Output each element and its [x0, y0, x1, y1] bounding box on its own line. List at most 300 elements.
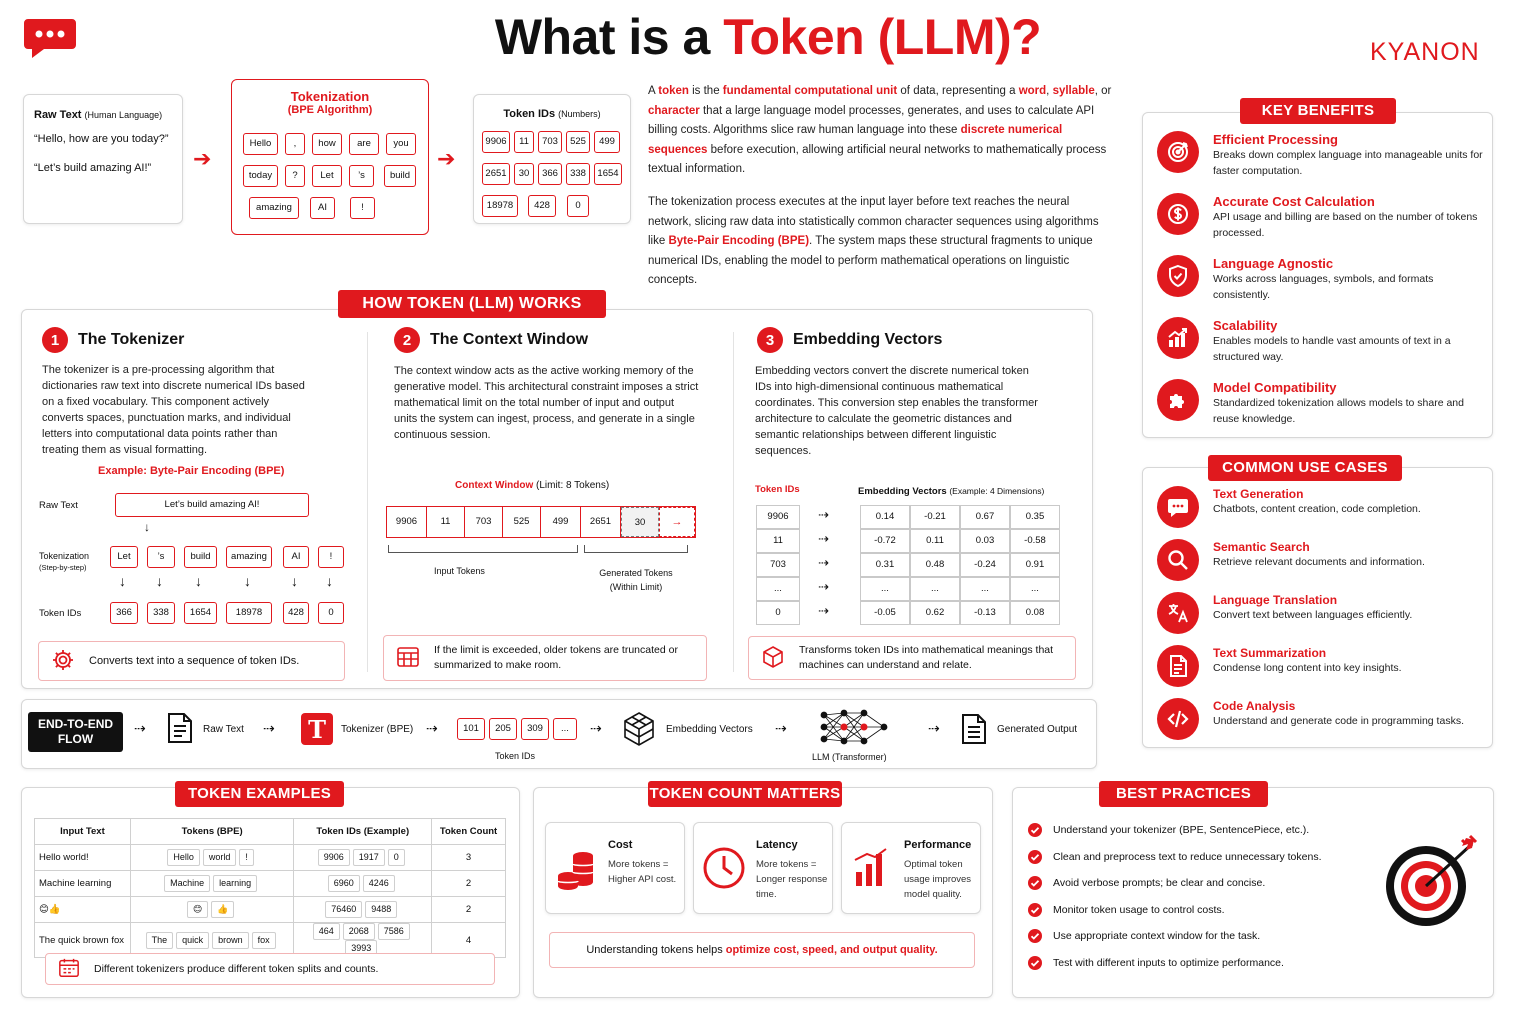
best-practice-text: Clean and preprocess text to reduce unnecessary tokens.	[1053, 850, 1322, 863]
table-header-cell: Input Text	[35, 819, 131, 845]
use-case-title: Semantic Search	[1213, 540, 1310, 554]
flow-token-id: 309	[521, 718, 549, 740]
token-id-chip: 525	[566, 131, 590, 153]
embedding-heading	[757, 327, 942, 353]
context-window-note-text: If the limit is exceeded, older tokens are truncated or summarized to make room.	[434, 644, 678, 671]
clock-icon	[702, 845, 746, 891]
context-window-label	[455, 480, 609, 491]
token-id-chip: 464	[313, 923, 340, 940]
token-id-chip: 1917	[353, 849, 385, 866]
token-chip: ’s	[147, 546, 175, 568]
embedding-value: 0.35	[1010, 505, 1060, 529]
token-count-desc: More tokens = Longer response time.	[756, 859, 828, 900]
token-chip: are	[349, 133, 379, 155]
token-id-chip: 1654	[184, 602, 217, 624]
embedding-token-id: 703	[756, 553, 800, 577]
search-icon	[1157, 539, 1199, 581]
context-token: 703	[465, 507, 503, 537]
arrow-right-icon: ➔	[437, 146, 456, 171]
token-id-chip: 2068	[343, 923, 375, 940]
token-id-chip: 703	[538, 131, 562, 153]
token-chip: AI	[310, 197, 335, 219]
token-examples-note-text: Different tokenizers produce different token splits and counts.	[94, 963, 379, 975]
use-case-text	[1213, 645, 1487, 676]
example-tokens	[130, 897, 294, 923]
token-id-chip: 3993	[345, 940, 377, 957]
token-chip: Machine	[164, 875, 210, 892]
example-input: Hello world!	[35, 845, 131, 871]
benefit-item	[1157, 131, 1487, 179]
embedding-vectors-sub: (Example: 4 Dimensions)	[949, 486, 1045, 496]
context-token: 9906	[387, 507, 427, 537]
token-id-chip: 18978	[226, 602, 272, 624]
code-icon	[1157, 698, 1199, 740]
tokenizer-note-text: Converts text into a sequence of token IDs.	[89, 655, 300, 667]
target-icon	[1157, 131, 1199, 173]
section-divider	[733, 332, 734, 672]
token-count-card	[545, 822, 685, 914]
token-count-note	[549, 932, 975, 968]
token-chip: 😊	[187, 901, 208, 918]
example-count: 3	[432, 845, 506, 871]
bpe-example-label: Example: Byte-Pair Encoding (BPE)	[98, 465, 285, 477]
embedding-value: ...	[960, 577, 1010, 601]
raw-text-sub: (Human Language)	[84, 110, 163, 120]
output-document-icon	[960, 712, 988, 746]
token-count-desc: Optimal token usage improves model quality.	[904, 859, 972, 900]
embedding-value: 0.91	[1010, 553, 1060, 577]
bar-chart-icon	[850, 845, 894, 891]
use-case-title: Text Summarization	[1213, 646, 1327, 660]
chat-icon	[1157, 486, 1199, 528]
flow-label-line-2: FLOW	[57, 732, 94, 746]
benefit-text	[1213, 379, 1487, 427]
token-chip: build	[384, 165, 416, 187]
token-id-chip: 6960	[328, 875, 360, 892]
example-input: Machine learning	[35, 871, 131, 897]
grid-calendar-icon	[396, 645, 420, 672]
benefit-item	[1157, 379, 1487, 427]
text-segment: A	[648, 85, 659, 97]
intro-paragraph-2	[648, 193, 1114, 291]
best-practice-item	[1027, 928, 1260, 944]
token-id-chip: 11	[514, 131, 534, 153]
context-window-title: The Context Window	[430, 331, 589, 348]
benefit-desc: Standardized tokenization allows models to share and reuse knowledge.	[1213, 397, 1464, 425]
token-chip: AI	[283, 546, 309, 568]
examples-grid	[34, 818, 506, 958]
use-case-desc: Convert text between languages efficiently.	[1213, 609, 1413, 621]
embedding-note	[748, 636, 1076, 680]
tokenization-card	[231, 79, 429, 235]
token-count-note-prefix: Understanding tokens helps	[586, 944, 726, 956]
raw-text-line-1: “Hello, how are you today?”	[34, 133, 169, 145]
token-chip: Hello	[243, 133, 278, 155]
embedding-value: 0.11	[910, 529, 960, 553]
token-examples-banner: TOKEN EXAMPLES	[175, 781, 344, 807]
example-count: 2	[432, 871, 506, 897]
highlighted-term: syllable	[1052, 85, 1095, 97]
token-id-chip: 338	[566, 163, 590, 185]
table-header-cell: Token Count	[432, 819, 506, 845]
context-window-heading	[394, 327, 588, 353]
token-id-chip: 7586	[378, 923, 410, 940]
generated-tokens-title: Generated Tokens	[599, 568, 673, 578]
benefit-title: Scalability	[1213, 318, 1278, 333]
best-practice-text: Monitor token usage to control costs.	[1053, 903, 1225, 916]
token-count-title: Performance	[904, 839, 972, 851]
token-chip: ,	[285, 133, 305, 155]
dollar-icon	[1157, 193, 1199, 235]
tokenizer-t-icon: T	[301, 713, 333, 745]
use-case-desc: Condense long content into key insights.	[1213, 662, 1402, 674]
arrow-right-icon: ➔	[193, 146, 212, 171]
token-chip: The	[146, 932, 174, 949]
use-case-text	[1213, 592, 1487, 623]
embedding-value: ...	[860, 577, 910, 601]
token-chip: 👍	[211, 901, 234, 918]
dashed-arrow-icon: ⇢	[134, 720, 146, 736]
document-icon	[166, 712, 194, 744]
embedding-vectors-title: Embedding Vectors	[858, 486, 947, 497]
text-segment: of data, representing a	[897, 85, 1019, 97]
token-id-chip: 499	[594, 131, 620, 153]
step-number: 3	[757, 327, 783, 353]
token-count-desc: More tokens = Higher API cost.	[608, 859, 677, 885]
dashed-arrow-icon: ⇢	[818, 507, 829, 522]
context-token: 2651	[581, 507, 621, 537]
benefit-title: Accurate Cost Calculation	[1213, 194, 1375, 209]
flow-token-id: 101	[457, 718, 485, 740]
key-benefits-banner: KEY BENEFITS	[1240, 98, 1396, 124]
embedding-value: 0.31	[860, 553, 910, 577]
end-to-end-flow-label	[28, 712, 123, 752]
embedding-value: -0.72	[860, 529, 910, 553]
token-id-chip: 338	[147, 602, 175, 624]
how-it-works-banner: HOW TOKEN (LLM) WORKS	[338, 290, 606, 318]
embedding-value: -0.05	[860, 601, 910, 625]
example-count: 4	[432, 923, 506, 958]
token-id-chip: 366	[110, 602, 138, 624]
benefit-item	[1157, 317, 1487, 365]
use-case-title: Language Translation	[1213, 593, 1338, 607]
example-tokens	[130, 871, 294, 897]
check-circle-icon	[1027, 902, 1043, 918]
token-id-chip: 76460	[325, 901, 362, 918]
best-practice-text: Use appropriate context window for the task.	[1053, 930, 1261, 942]
growth-chart-icon	[1157, 317, 1199, 359]
token-chip: brown	[212, 932, 249, 949]
section-divider	[367, 332, 368, 672]
use-case-text	[1213, 539, 1487, 570]
context-token: 525	[503, 507, 541, 537]
translate-icon	[1157, 592, 1199, 634]
highlighted-term: fundamental computational unit	[722, 85, 898, 97]
embedding-value: -0.13	[960, 601, 1010, 625]
token-chip: quick	[176, 932, 209, 949]
check-circle-icon	[1027, 875, 1043, 891]
example-ids	[294, 871, 432, 897]
generated-tokens-label	[584, 566, 688, 594]
embedding-value: ...	[910, 577, 960, 601]
embedding-value: 0.48	[910, 553, 960, 577]
token-id-chip: 428	[528, 195, 556, 217]
table-header-cell: Token IDs (Example)	[294, 819, 432, 845]
dashed-arrow-icon: ⇢	[818, 531, 829, 546]
best-practice-item	[1027, 955, 1284, 971]
example-ids	[294, 897, 432, 923]
example-ids	[294, 845, 432, 871]
benefit-text	[1213, 131, 1487, 179]
cube-icon	[620, 710, 658, 748]
token-id-chip: 2651	[482, 163, 510, 185]
step-number: 1	[42, 327, 68, 353]
text-segment: The tokenization process executes at the input layer before text reaches the neural network, slicing raw data into statistically common character sequences using algorithms like	[648, 196, 1099, 247]
token-id-chip: 30	[514, 163, 534, 185]
arrow-down-icon: ↓	[244, 573, 251, 589]
arrow-down-icon: ↓	[326, 573, 333, 589]
raw-text-value: Let’s build amazing AI!	[115, 493, 309, 517]
dashed-arrow-icon: ⇢	[263, 720, 275, 736]
embedding-value: -0.24	[960, 553, 1010, 577]
benefit-title: Efficient Processing	[1213, 132, 1338, 147]
example-input: The quick brown fox	[35, 923, 131, 958]
check-circle-icon	[1027, 849, 1043, 865]
token-id-chip: 9906	[318, 849, 350, 866]
title-highlight: Token (LLM)?	[723, 9, 1042, 65]
arrow-down-icon: ↓	[156, 573, 163, 589]
token-chip: !	[318, 546, 344, 568]
arrow-down-icon: ↓	[195, 573, 202, 589]
calendar-icon	[58, 957, 80, 982]
use-case-item	[1157, 645, 1487, 687]
best-practice-item	[1027, 849, 1322, 865]
token-ids-title: Token IDs	[503, 108, 556, 120]
gear-icon	[51, 648, 75, 675]
dashed-arrow-icon: ⇢	[818, 555, 829, 570]
benefit-text	[1213, 317, 1487, 365]
token-chip: amazing	[226, 546, 272, 568]
token-id-chip: 428	[283, 602, 309, 624]
use-case-item	[1157, 539, 1487, 581]
text-segment: ,	[1046, 85, 1053, 97]
arrow-down-icon: ↓	[291, 573, 298, 589]
flow-embedding: Embedding Vectors	[666, 724, 753, 735]
benefit-text	[1213, 193, 1487, 241]
use-case-item	[1157, 698, 1487, 740]
example-count: 2	[432, 897, 506, 923]
flow-token-id: ...	[553, 718, 577, 740]
embedding-value: -0.58	[1010, 529, 1060, 553]
use-case-item	[1157, 592, 1487, 634]
embedding-value: 0.62	[910, 601, 960, 625]
token-id-chip: 1654	[594, 163, 622, 185]
benefit-item	[1157, 193, 1487, 241]
embedding-value: -0.21	[910, 505, 960, 529]
highlighted-term: Byte-Pair Encoding (BPE)	[668, 235, 810, 247]
use-case-desc: Understand and generate code in programming tasks.	[1213, 715, 1464, 727]
use-case-title: Code Analysis	[1213, 699, 1296, 713]
text-segment: . The system maps these structural fragments to unique numerical IDs, enabling the model to perform mathematical operations on linguistic concepts.	[648, 235, 1093, 286]
dashed-arrow-icon: ⇢	[590, 720, 602, 736]
target-arrow-icon	[1380, 832, 1484, 932]
token-chip: build	[184, 546, 217, 568]
token-count-card	[841, 822, 981, 914]
best-practice-text: Test with different inputs to optimize performance.	[1053, 956, 1284, 969]
tokenization-step-title: Tokenization	[39, 551, 90, 561]
token-examples-note	[45, 953, 495, 985]
tokenization-title: Tokenization	[290, 89, 370, 104]
dashed-arrow-icon: ⇢	[775, 720, 787, 736]
token-ids-sub: (Numbers)	[558, 109, 601, 119]
token-id-chip: 9488	[365, 901, 397, 918]
tokenization-sub: (BPE Algorithm)	[287, 104, 373, 116]
token-chip: you	[386, 133, 416, 155]
use-case-text	[1213, 698, 1487, 729]
raw-text-card	[23, 94, 183, 224]
token-ids-card	[473, 94, 631, 224]
check-circle-icon	[1027, 955, 1043, 971]
generated-tokens-sub: (Within Limit)	[609, 582, 663, 592]
tokenization-step-label	[39, 551, 89, 573]
embedding-description: Embedding vectors convert the discrete numerical token IDs into high-dimensional continuous mathematical coordinates. This conversion step enables the transformer architecture to calculate the geometric distances and semantic relationships between different linguistic sequences.	[755, 365, 1038, 457]
input-tokens-label: Input Tokens	[434, 566, 485, 576]
brand-logo: KYANON	[1370, 38, 1480, 66]
embedding-note-text: Transforms token IDs into mathematical meanings that machines can understand and relate.	[799, 644, 1054, 671]
context-window-bar	[386, 506, 696, 538]
token-count-note-highlight: optimize cost, speed, and output quality.	[725, 944, 938, 956]
table-row	[35, 897, 506, 923]
highlighted-term: character	[648, 104, 700, 117]
embedding-token-id: 9906	[756, 505, 800, 529]
token-chip: amazing	[249, 197, 299, 219]
embedding-ids-label: Token IDs	[755, 484, 800, 495]
highlighted-term: token	[658, 85, 689, 97]
highlighted-term: word	[1018, 85, 1047, 97]
dashed-arrow-icon: ⇢	[426, 720, 438, 736]
benefit-title: Model Compatibility	[1213, 380, 1337, 395]
context-token: 499	[541, 507, 581, 537]
input-tokens-brace	[388, 545, 578, 553]
cube-icon	[761, 645, 785, 672]
best-practice-text: Understand your tokenizer (BPE, SentencePiece, etc.).	[1053, 824, 1310, 836]
tokenizer-title: The Tokenizer	[78, 331, 185, 348]
dashed-arrow-icon: ⇢	[818, 603, 829, 618]
text-segment: , or	[1094, 85, 1112, 97]
best-practice-item	[1027, 822, 1309, 838]
benefit-desc: Enables models to handle vast amounts of text in a structured way.	[1213, 335, 1451, 363]
embedding-value: 0.67	[960, 505, 1010, 529]
check-circle-icon	[1027, 928, 1043, 944]
token-chip: today	[243, 165, 278, 187]
token-chip: how	[312, 133, 342, 155]
embedding-token-id: ...	[756, 577, 800, 601]
best-practice-item	[1027, 902, 1225, 918]
tokenizer-heading	[42, 327, 184, 353]
table-header-cell: Tokens (BPE)	[130, 819, 294, 845]
benefit-desc: Breaks down complex language into manageable units for faster computation.	[1213, 149, 1483, 177]
embedding-value: ...	[1010, 577, 1060, 601]
example-tokens	[130, 845, 294, 871]
token-chip: !	[350, 197, 375, 219]
token-id-chip: 4246	[363, 875, 395, 892]
arrow-down-icon: ↓	[144, 520, 150, 534]
use-case-desc: Retrieve relevant documents and information.	[1213, 556, 1425, 568]
page-title	[0, 8, 1536, 66]
token-chip: world	[203, 849, 237, 866]
tokenizer-description: The tokenizer is a pre-processing algorithm that dictionaries raw text into discrete numerical IDs based on a fixed vocabulary. This component actively converts spaces, punctuation marks, and individual letters into computational data points rather than treating them as visual formatting.	[42, 364, 305, 456]
example-input: 😊👍	[35, 897, 131, 923]
flow-output: Generated Output	[997, 724, 1078, 735]
token-id-chip: 18978	[482, 195, 518, 217]
highlighted-term: discrete numerical sequences	[648, 124, 1063, 156]
title-prefix: What is a	[494, 9, 724, 65]
dashed-arrow-icon: ⇢	[818, 579, 829, 594]
context-window-limit: (Limit: 8 Tokens)	[536, 480, 610, 491]
text-segment: is the	[688, 85, 723, 97]
token-chip: ?	[285, 165, 305, 187]
context-window-description: The context window acts as the active working memory of the generative model. This architectural constraint imposes a strict mathematical limit on the total number of input and output units the system can ingest, process, and generate in a single continuous session.	[394, 365, 699, 441]
benefit-title: Language Agnostic	[1213, 256, 1334, 271]
token-chip: ’s	[349, 165, 374, 187]
flow-token-ids-label: Token IDs	[495, 751, 536, 761]
shield-icon	[1157, 255, 1199, 297]
best-practice-text: Avoid verbose prompts; be clear and concise.	[1053, 877, 1266, 889]
tokenization-step-sub: (Step-by-step)	[39, 563, 87, 572]
table-row	[35, 845, 506, 871]
embedding-value: 0.08	[1010, 601, 1060, 625]
token-chip: learning	[213, 875, 257, 892]
check-circle-icon	[1027, 822, 1043, 838]
intro-paragraph-1	[648, 82, 1114, 180]
token-chip: fox	[252, 932, 276, 949]
text-segment: before execution, allowing artificial neural networks to mathematically process textual information.	[648, 143, 1107, 175]
token-chip: Let	[110, 546, 138, 568]
best-practices-banner: BEST PRACTICES	[1099, 781, 1268, 807]
use-case-desc: Chatbots, content creation, code completion.	[1213, 503, 1421, 515]
benefit-desc: Works across languages, symbols, and formats consistently.	[1213, 273, 1434, 301]
embedding-token-id: 11	[756, 529, 800, 553]
benefit-text	[1213, 255, 1487, 303]
best-practice-item	[1027, 875, 1265, 891]
puzzle-icon	[1157, 379, 1199, 421]
token-id-chip: 0	[388, 849, 405, 866]
flow-raw-text: Raw Text	[203, 724, 244, 735]
dashed-arrow-icon: ⇢	[928, 720, 940, 736]
step-number: 2	[394, 327, 420, 353]
next-token-placeholder: →	[659, 507, 695, 537]
token-id-chip: 366	[538, 163, 562, 185]
coins-icon	[554, 845, 598, 891]
token-count-card	[693, 822, 833, 914]
benefit-desc: API usage and billing are based on the number of tokens processed.	[1213, 211, 1478, 239]
text-segment: that a large language model processes, generates, and uses to calculate API billing costs. Algorithms slice raw human language into these	[648, 104, 1095, 136]
use-case-text	[1213, 486, 1487, 517]
token-chip: Hello	[167, 849, 200, 866]
arrow-down-icon: ↓	[119, 573, 126, 589]
table-header-row	[35, 819, 506, 845]
embedding-value: 0.03	[960, 529, 1010, 553]
token-id-chip: 0	[567, 195, 589, 217]
flow-token-id: 205	[489, 718, 517, 740]
document-icon	[1157, 645, 1199, 687]
generated-tokens-brace	[584, 545, 688, 553]
raw-text-line-2: “Let’s build amazing AI!”	[34, 162, 152, 174]
table-row	[35, 871, 506, 897]
use-case-title: Text Generation	[1213, 487, 1304, 501]
flow-llm: LLM (Transformer)	[812, 752, 887, 762]
token-id-chip: 9906	[482, 131, 510, 153]
